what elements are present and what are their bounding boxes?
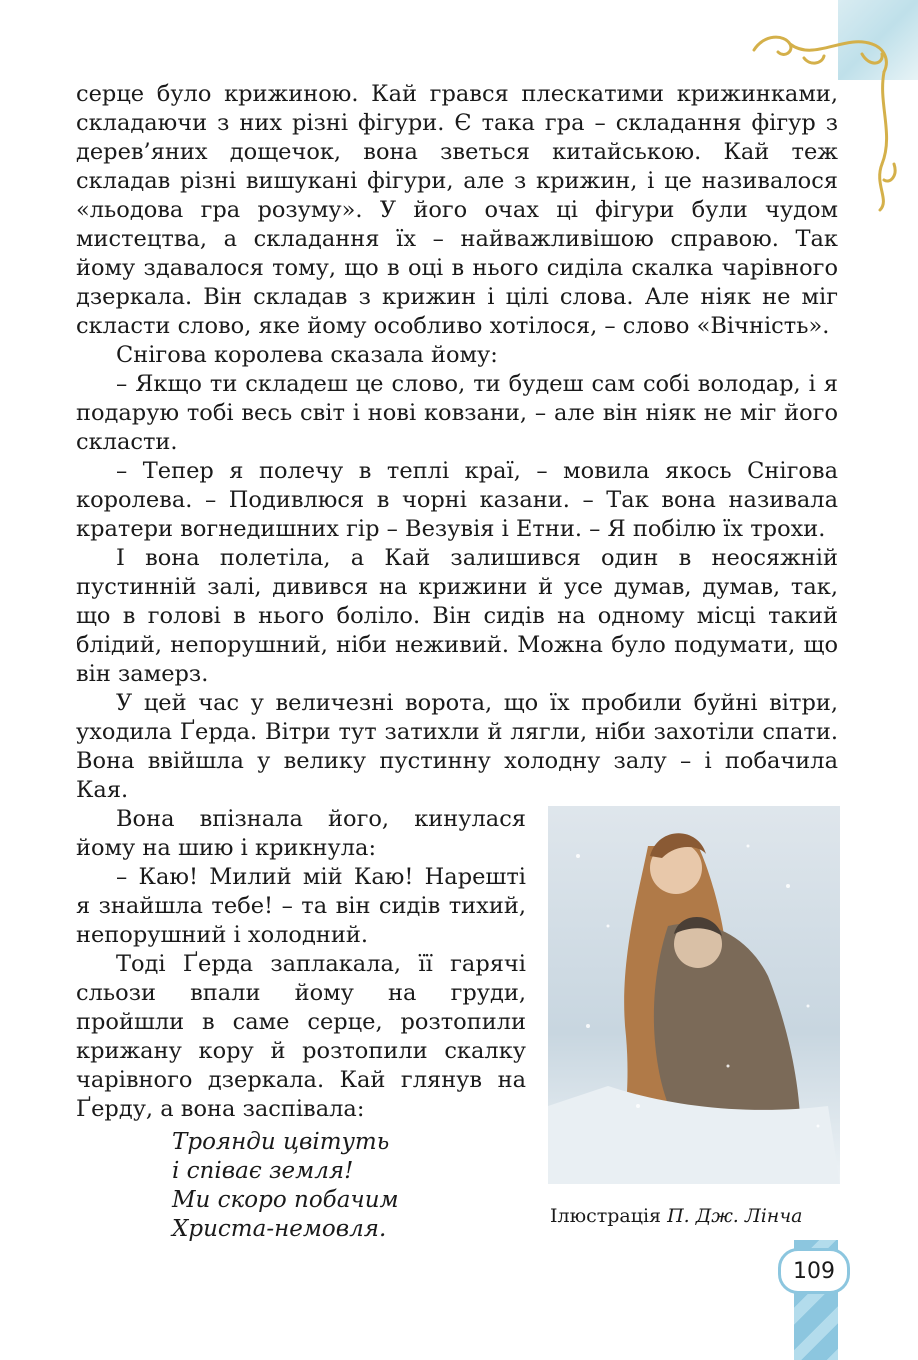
poem-line: Ми скоро побачим [172, 1187, 399, 1213]
paragraph: – Якщо ти складеш це слово, ти будеш сам собі володар, і я подарую тобі весь світ і нові ковзани, – але він ніяк не міг його скласти. [76, 371, 838, 455]
poem-line: Христа-немовля. [172, 1216, 387, 1242]
paragraph: І вона полетіла, а Кай залишився один в неосяжній пустинній залі, дивився на крижини й усе думав, думав, так, що в голові в нього боліло. Він сидів на одному місці такий блідий, непорушний, ніби неживий. Можна було подумати, що він замерз. [76, 545, 838, 687]
paragraph: Вона впізнала його, кинулася йому на шию і крикнула: [76, 806, 526, 861]
narrow-text-column [76, 805, 526, 1244]
paragraph: У цей час у величезні ворота, що їх пробили буйні вітри, уходила Ґерда. Вітри тут затихли й лягли, ніби захотіли спати. Вона ввійшла у велику пустинну холодну залу – і побачила Кая. [76, 690, 838, 803]
poem-line: Троянди цвітуть [172, 1129, 390, 1155]
illustration-image [548, 806, 840, 1184]
poem [172, 1128, 526, 1244]
page-number: 109 [778, 1248, 850, 1294]
caption-prefix: Ілюстрація [550, 1205, 668, 1227]
illustration-caption [550, 1205, 850, 1227]
paragraph: – Тепер я полечу в теплі краї, – мовила якось Снігова королева. – Подивлюся в чорні казани. – Так вона називала кратери вогнедишних гір – Везувія і Етни. – Я побілю їх трохи. [76, 458, 838, 542]
paragraph: серце було крижиною. Кай грався плескатими крижинками, складаючи з них різні фігури. Є така гра – складання фігур з дерев’яних дощечок, вона зветься китайською. Кай теж складав різні вишукані фігури, але з крижин, і це називалося «льодова гра розуму». У його очах ці фігури були чудом мистецтва, а складання їх – найважливішою справою. Так йому здавалося тому, що в оці в нього сиділа скалка чарівного дзеркала. Він складав з крижин і цілі слова. Але ніяк не міг скласти слово, яке йому особливо хотілося, – слово «Вічність». [76, 81, 838, 339]
paragraph: Снігова королева сказала йому: [116, 342, 498, 368]
caption-author: П. Дж. Лінча [667, 1205, 803, 1227]
paragraph: – Каю! Милий мій Каю! Нарешті я знайшла тебе! – та він сидів тихий, непорушний і холодний. [76, 864, 526, 948]
paragraph: Тоді Ґерда заплакала, її гарячі сльози впали йому на груди, пройшли в саме серце, розтопили крижану кору й розтопили скалку чарівного дзеркала. Кай глянув на Ґерду, а вона заспівала: [76, 951, 526, 1122]
poem-line: і співає земля! [172, 1158, 354, 1184]
